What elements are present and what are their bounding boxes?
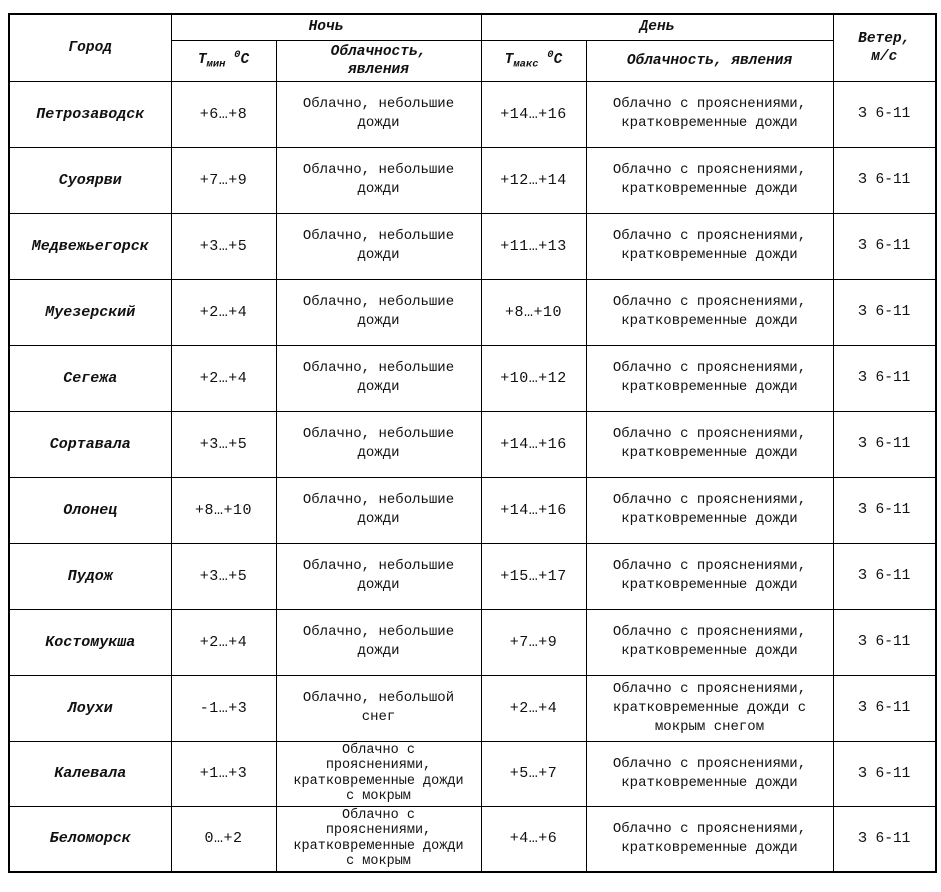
wind-cell: З 6-11 (833, 675, 936, 741)
tmin-cell: 0…+2 (171, 806, 276, 872)
city-cell: Беломорск (9, 806, 171, 872)
table-row (9, 81, 936, 147)
tmax-cell: +8…+10 (481, 279, 586, 345)
tmax-cell: +7…+9 (481, 609, 586, 675)
table-row (9, 543, 936, 609)
wind-cell: З 6-11 (833, 543, 936, 609)
city-cell: Сегежа (9, 345, 171, 411)
wind-cell: З 6-11 (833, 477, 936, 543)
cloud-night-cell: Облачно, небольшой снег (276, 675, 481, 741)
wind-cell: З 6-11 (833, 147, 936, 213)
tmin-cell: -1…+3 (171, 675, 276, 741)
cloud-day-cell: Облачно с прояснениями, кратковременные дожди (586, 279, 833, 345)
tmin-letter: Т (197, 52, 207, 69)
city-cell: Медвежьегорск (9, 213, 171, 279)
cloud-night-cell: Облачно, небольшие дожди (276, 81, 481, 147)
tmin-cell: +7…+9 (171, 147, 276, 213)
tmax-cell: +11…+13 (481, 213, 586, 279)
tmax-subscript: макс (513, 58, 539, 71)
table-row (9, 741, 936, 806)
degree-unit: С (240, 52, 250, 69)
city-cell: Петрозаводск (9, 81, 171, 147)
wind-cell: З 6-11 (833, 213, 936, 279)
degree-unit: С (553, 52, 563, 69)
day-group-label: День (639, 19, 675, 36)
cloud-night-cell: Облачно, небольшие дожди (276, 279, 481, 345)
cloud-day-cell: Облачно с прояснениями, кратковременные дожди (586, 147, 833, 213)
table-row (9, 806, 936, 872)
city-cell: Олонец (9, 477, 171, 543)
wind-cell: З 6-11 (833, 609, 936, 675)
cloud-day-cell: Облачно с прояснениями, кратковременные дожди (586, 477, 833, 543)
cloud-night-header-line2: явления (348, 61, 409, 78)
cloud-night-cell: Облачно, небольшие дожди (276, 345, 481, 411)
wind-cell: З 6-11 (833, 741, 936, 806)
cloud-day-cell: Облачно с прояснениями, кратковременные дожди (586, 411, 833, 477)
cloud-night-cell: Облачно, небольшие дожди (276, 411, 481, 477)
tmin-cell: +2…+4 (171, 609, 276, 675)
column-header-cloud-day (586, 40, 833, 81)
tmax-cell: +2…+4 (481, 675, 586, 741)
cloud-day-cell: Облачно с прояснениями, кратковременные дожди (586, 345, 833, 411)
tmax-cell: +14…+16 (481, 411, 586, 477)
tmax-cell: +12…+14 (481, 147, 586, 213)
table-row (9, 345, 936, 411)
cloud-day-header-label: Облачность, явления (626, 52, 793, 69)
cloud-day-cell: Облачно с прояснениями, кратковременные дожди с мокрым снегом (586, 675, 833, 741)
degree-superscript: 0 (547, 49, 554, 62)
column-header-tmax (481, 40, 586, 81)
table-row (9, 213, 936, 279)
cloud-night-cell: Облачно, небольшие дожди (276, 147, 481, 213)
cloud-day-cell: Облачно с прояснениями, кратковременные дожди (586, 741, 833, 806)
wind-cell: З 6-11 (833, 345, 936, 411)
wind-cell: З 6-11 (833, 279, 936, 345)
table-row (9, 147, 936, 213)
wind-cell: З 6-11 (833, 411, 936, 477)
cloud-day-cell: Облачно с прояснениями, кратковременные дожди (586, 213, 833, 279)
column-header-city (9, 14, 171, 81)
tmin-subscript: мин (206, 58, 226, 71)
wind-header-line2: м/с (871, 48, 898, 65)
cloud-night-cell: Облачно с прояснениями, кратковременные дожди с мокрым (276, 806, 481, 872)
table-row (9, 477, 936, 543)
city-cell: Муезерский (9, 279, 171, 345)
table-row (9, 675, 936, 741)
city-cell: Пудож (9, 543, 171, 609)
table-row (9, 411, 936, 477)
cloud-day-cell: Облачно с прояснениями, кратковременные дожди (586, 81, 833, 147)
night-group-label: Ночь (308, 19, 344, 36)
city-cell: Калевала (9, 741, 171, 806)
city-cell: Лоухи (9, 675, 171, 741)
tmax-cell: +5…+7 (481, 741, 586, 806)
weather-forecast-table (8, 13, 937, 873)
tmin-cell: +6…+8 (171, 81, 276, 147)
wind-cell: З 6-11 (833, 806, 936, 872)
tmax-cell: +15…+17 (481, 543, 586, 609)
column-header-wind (833, 14, 936, 81)
cloud-day-cell: Облачно с прояснениями, кратковременные дожди (586, 609, 833, 675)
tmin-cell: +3…+5 (171, 411, 276, 477)
cloud-night-cell: Облачно, небольшие дожди (276, 213, 481, 279)
table-row (9, 279, 936, 345)
tmin-cell: +8…+10 (171, 477, 276, 543)
cloud-night-cell: Облачно с прояснениями, кратковременные дожди с мокрым (276, 741, 481, 806)
tmin-cell: +3…+5 (171, 543, 276, 609)
city-cell: Костомукша (9, 609, 171, 675)
tmax-cell: +14…+16 (481, 81, 586, 147)
tmin-cell: +3…+5 (171, 213, 276, 279)
tmin-cell: +1…+3 (171, 741, 276, 806)
city-cell: Суоярви (9, 147, 171, 213)
city-cell: Сортавала (9, 411, 171, 477)
column-header-cloud-night (276, 40, 481, 81)
tmin-cell: +2…+4 (171, 279, 276, 345)
tmax-cell: +4…+6 (481, 806, 586, 872)
table-body (9, 81, 936, 872)
wind-header-line1: Ветер, (858, 30, 911, 47)
column-group-night (171, 14, 481, 40)
column-header-tmin (171, 40, 276, 81)
column-group-day (481, 14, 833, 40)
tmin-cell: +2…+4 (171, 345, 276, 411)
tmax-cell: +10…+12 (481, 345, 586, 411)
degree-superscript: 0 (234, 49, 241, 62)
city-header-label: Город (68, 39, 112, 56)
cloud-night-header-line1: Облачность, (330, 43, 427, 60)
cloud-day-cell: Облачно с прояснениями, кратковременные дожди (586, 543, 833, 609)
tmax-cell: +14…+16 (481, 477, 586, 543)
table-row (9, 609, 936, 675)
tmax-letter: Т (504, 52, 514, 69)
wind-cell: З 6-11 (833, 81, 936, 147)
cloud-day-cell: Облачно с прояснениями, кратковременные дожди (586, 806, 833, 872)
cloud-night-cell: Облачно, небольшие дожди (276, 543, 481, 609)
table-header (9, 14, 936, 81)
cloud-night-cell: Облачно, небольшие дожди (276, 609, 481, 675)
cloud-night-cell: Облачно, небольшие дожди (276, 477, 481, 543)
